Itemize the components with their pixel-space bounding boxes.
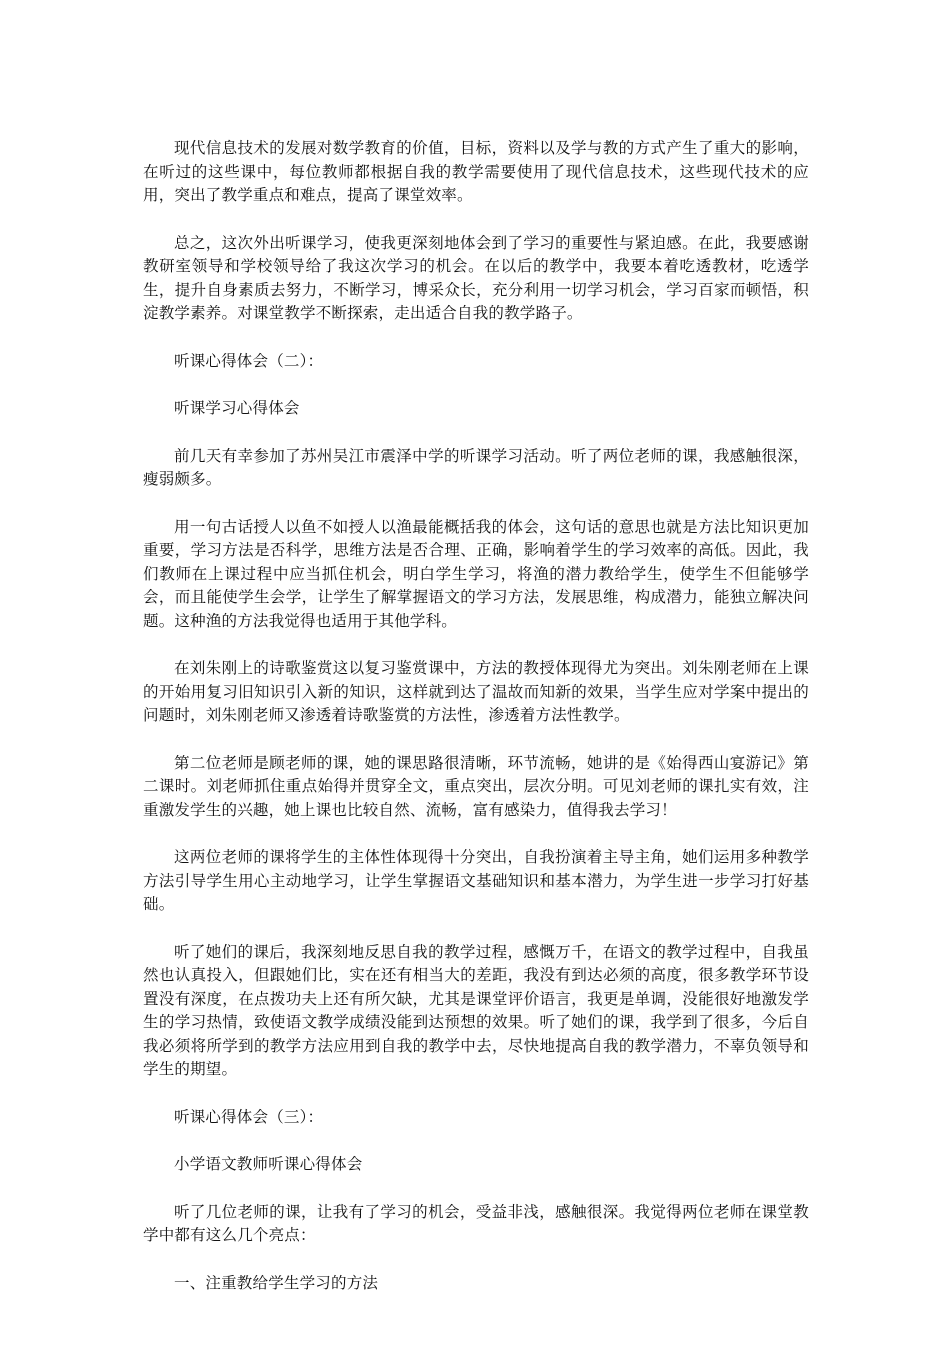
paragraph-student-subject: 这两位老师的课将学生的主体性体现得十分突出，自我扮演着主导主角，她们运用多种教学方法引导学生用心主动地学习，让学生掌握语文基础知识和基本潜力，为学生进一步学习打好基础。 <box>143 848 809 913</box>
section-heading-two: 听课心得体会（二）： <box>174 351 324 370</box>
paragraph-second-teacher: 第二位老师是顾老师的课，她的课思路很清晰，环节流畅，她讲的是《始得西山宴游记》第二课时。刘老师抓住重点始得并贯穿全文，重点突出，层次分明。可见刘老师的课扎实有效，注重激发学生的兴趣，她上课也比较自然、流畅，富有感染力，值得我去学习！ <box>143 753 809 819</box>
paragraph-method: 用一句古话授人以鱼不如授人以渔最能概括我的体会，这句话的意思也就是方法比知识更加重要，学习方法是否科学，思维方法是否合理、正确，影响着学生的学习效率的高低。因此，我们教师在上课过程中应当抓住机会，明白学生学习，将渔的潜力教给学生，使学生不但能够学会，而且能使学生会学，让学生了解掌握语文的学习方法，发展思维，构成潜力，能独立解决问题。这种渔的方法我觉得也适用于其他学科。 <box>143 517 809 630</box>
paragraph-highlights: 听了几位老师的课，让我有了学习的机会，受益非浅，感触很深。我觉得两位老师在课堂教学中都有这么几个亮点： <box>143 1202 809 1244</box>
section-title-three: 小学语文教师听课心得体会 <box>174 1155 363 1173</box>
paragraph-poetry-lesson: 在刘朱刚上的诗歌鉴赏这以复习鉴赏课中，方法的教授体现得尤为突出。刘朱刚老师在上课的开始用复习旧知识引入新的知识，这样就到达了温故而知新的效果，当学生应对学案中提出的问题时，刘朱刚老师又渗透着诗歌鉴赏的方法性，渗透着方法性教学。 <box>143 659 809 724</box>
list-item-one: 一、注重教给学生学习的方法 <box>174 1273 379 1292</box>
document-body <box>143 137 809 1319</box>
section-heading-three: 听课心得体会（三）： <box>174 1107 324 1126</box>
paragraph-event: 前几天有幸参加了苏州吴江市震泽中学的听课学习活动。听了两位老师的课，我感触很深，瘦弱颇多。 <box>143 446 809 488</box>
paragraph-reflection: 听了她们的课后，我深刻地反思自我的教学过程，感慨万千，在语文的教学过程中，自我虽然也认真投入，但跟她们比，实在还有相当大的差距，我没有到达必须的高度，很多教学环节设置没有深度，在点拨功夫上还有所欠缺，尤其是课堂评价语言，我更是单调，没能很好地激发学生的学习热情，致使语文教学成绩没能到达预想的效果。听了她们的课，我学到了很多，今后自我必须将所学到的教学方法应用到自我的教学中去，尽快地提高自我的教学潜力，不辜负领导和学生的期望。 <box>143 942 809 1078</box>
section-title-two: 听课学习心得体会 <box>174 399 300 417</box>
paragraph-intro-technology: 现代信息技术的发展对数学教育的价值，目标，资料以及学与教的方式产生了重大的影响，在听过的这些课中，每位教师都根据自我的教学需要使用了现代信息技术，这些现代技术的应用，突出了教学重点和难点，提高了课堂效率。 <box>143 139 809 204</box>
paragraph-summary: 总之，这次外出听课学习，使我更深刻地体会到了学习的重要性与紧迫感。在此，我要感谢教研室领导和学校领导给了我这次学习的机会。在以后的教学中，我要本着吃透教材，吃透学生，提升自身素质去努力，不断学习，博采众长，充分利用一切学习机会，学习百家而顿悟，积淀教学素养。对课堂教学不断探索，走出适合自我的教学路子。 <box>143 233 809 322</box>
